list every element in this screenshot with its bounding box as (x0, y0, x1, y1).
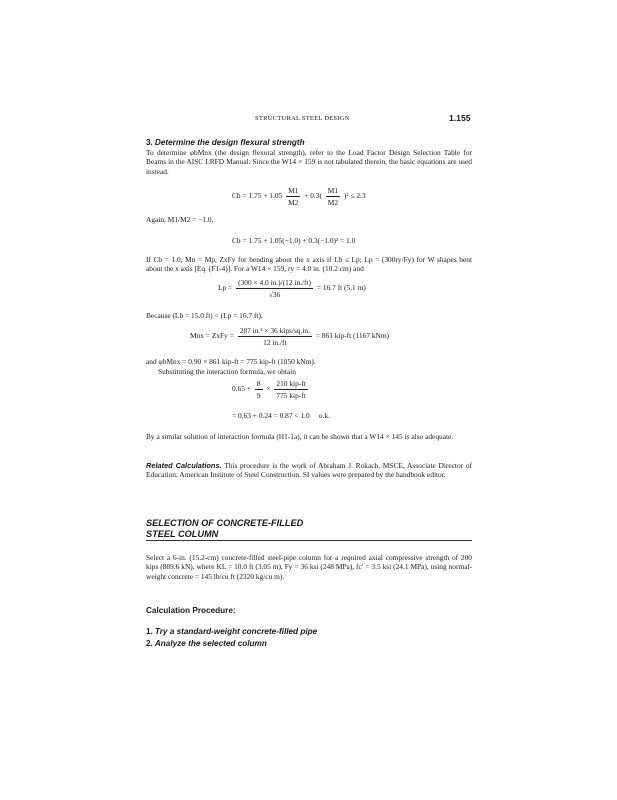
equation-mnx: Mnx = ZxFy = $\frac{\text{287 in.³ × 36 kips/sq.in.}}{12 in./ft}$ = 861 kip-ft (1167 kNm) (190, 326, 390, 347)
section-rule (146, 540, 472, 541)
related-calculations: Related Calculations. This procedure is the work of Abraham J. Rokach, MSCE, Associate Director of Education, American Institute of Steel Construction. SI values were prepared by the handbook editor. (146, 461, 472, 480)
procedure-heading: Calculation Procedure: (146, 606, 236, 615)
paragraph: To determine φbMnx (the design flexural strength), refer to the Load Factor Design Selection Table for Beams in the AISC LRFD Manual. Since the W14 × 159 is not tabulated therein, the basic equations are used instead. (146, 148, 472, 176)
equation-cb-eval: Cb = 1.75 + 1.05(−1.0) + 0.3(−1.0)² = 1.0 (232, 236, 356, 245)
equation-cb: Cb = 1.75 + 1.05 $\frac{M1}{M2}$ + 0.3( $\frac{M1}{M2}$ )² ≤ 2.3 (232, 186, 366, 207)
step-title: Determine the design flexural strength (154, 138, 305, 147)
page-number: 1.155 (449, 113, 471, 123)
related-heading: Related Calculations. (146, 461, 222, 470)
substituting-line: Substituting the interaction formula, we obtain (158, 367, 296, 376)
paragraph: If Cb = 1.0, Mn = Mp, ZxFy for bending about the x axis if Lb ≤ Lp; Lp = (300ry/Fy) for W shapes bent about the x axis [Eq. (F1-4)]. For a W14 × 159, ry = 4.0 in. (10.2 cm) and (146, 255, 472, 274)
running-title: STRUCTURAL STEEL DESIGN (255, 115, 350, 122)
procedure-step-1: 1. Try a standard-weight concrete-filled pipe (146, 627, 318, 636)
step-number: 3. (146, 138, 153, 147)
phi-line: and φbMnx = 0.90 × 861 kip-ft = 775 kip-ft (1050 kNm). (146, 357, 316, 366)
equation-result: = 0.63 + 0.24 = 0.87 < 1.0 o.k. (232, 411, 330, 420)
procedure-step-2: 2. Analyze the selected column (146, 639, 267, 648)
again-line: Again, M1/M2 = −1.0. (146, 215, 214, 224)
because-line: Because (Lb = 15.0 ft) < (Lp = 16.7 ft), (146, 311, 263, 320)
paragraph: By a similar solution of interaction formula (H1-1a), it can be shown that a W14 × 145 is also adequate. (146, 432, 454, 441)
section-title: SELECTION OF CONCRETE-FILLED STEEL COLUMN (146, 518, 304, 539)
step-3-heading (146, 138, 305, 147)
equation-lp: Lp = $\frac{(300 \times 4.0 in.)/(12 in./ft)}{√36}$ = 16.7 ft (5.1 m) (218, 278, 366, 299)
equation-interaction: 0.65 + $\frac{8}{9}$ × $\frac{\text{210 kip-ft}}{\text{775 kip-ft}}$ (232, 379, 306, 400)
section-intro: Select a 6-in. (15.2-cm) concrete-filled steel-pipe column for a required axial compressive strength of 200 kips (889.6 kN), where KL = 10.0 ft (3.05 m), Fy = 36 ksi (248 MPa), fc′ = 3.5 ksi (24.1 MPa), using normal-weight concrete = 145 lb/cu ft (2320 kg/cu m). (146, 553, 472, 581)
